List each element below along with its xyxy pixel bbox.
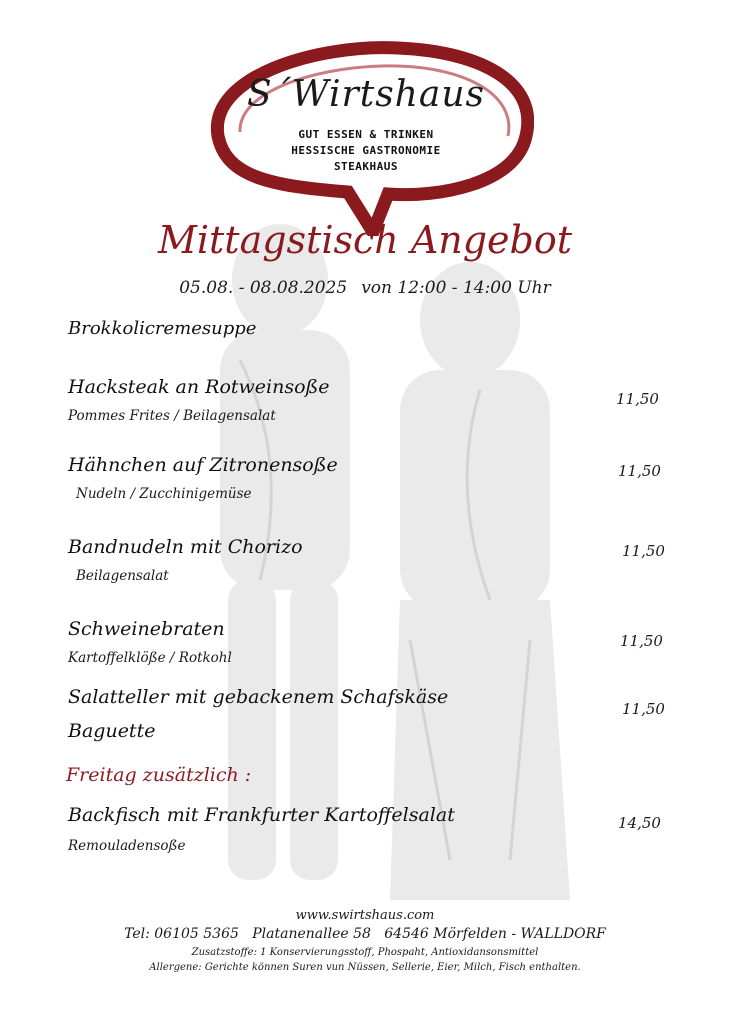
friday-label: Freitag zusätzlich : (66, 764, 252, 786)
friday-item-side: Remouladensoße (68, 838, 186, 854)
time-range: von 12:00 - 14:00 Uhr (361, 278, 551, 298)
menu-item-side: Beilagensalat (76, 568, 169, 584)
friday-item-name: Backfisch mit Frankfurter Kartoffelsalat (68, 804, 455, 826)
friday-item-price: 14,50 (618, 814, 661, 832)
logo-line-3: STEAKHAUS (333, 160, 399, 173)
footer-allergens: Allergene: Gerichte können Suren vun Nüssen, Sellerie, Eier, Milch, Fisch enthalten. (149, 962, 581, 973)
menu-item-price: 11,50 (622, 700, 665, 718)
menu-item-side: Pommes Frites / Beilagensalat (68, 408, 276, 424)
menu-item-price: 11,50 (622, 542, 665, 560)
menu-item-price: 11,50 (618, 462, 661, 480)
menu-item-price: 11,50 (616, 390, 659, 408)
logo-line-1: GUT ESSEN & TRINKEN (298, 128, 434, 141)
date-time-line (0, 278, 730, 298)
footer-additives: Zusatzstoffe: 1 Konservierungsstoff, Phospaht, Antioxidansonsmittel (191, 947, 539, 958)
footer-contact: Tel: 06105 5365 Platanenallee 58 64546 Mörfelden - WALLDORF (124, 926, 606, 942)
menu-item-name: Bandnudeln mit Chorizo (68, 536, 303, 558)
logo-line-2: HESSISCHE GASTRONOMIE (291, 144, 441, 157)
menu-item-name: Salatteller mit gebackenem Schafskäse (68, 686, 449, 708)
menu-item-name: Hacksteak an Rotweinsoße (68, 376, 330, 398)
footer-website: www.swirtshaus.com (295, 908, 435, 923)
menu-item-side: Baguette (68, 720, 156, 742)
soup-item: Brokkolicremesuppe (68, 318, 257, 339)
page-headline: Mittagstisch Angebot (157, 218, 573, 262)
menu-item-side: Kartoffelklöße / Rotkohl (68, 650, 232, 666)
date-range: 05.08. - 08.08.2025 (179, 278, 348, 298)
menu-item-name: Schweinebraten (68, 618, 225, 640)
menu-item-side: Nudeln / Zucchinigemüse (76, 486, 252, 502)
menu-item-name: Hähnchen auf Zitronensoße (68, 454, 338, 476)
menu-item-price: 11,50 (620, 632, 663, 650)
logo-title: S´Wirtshaus (246, 74, 485, 115)
